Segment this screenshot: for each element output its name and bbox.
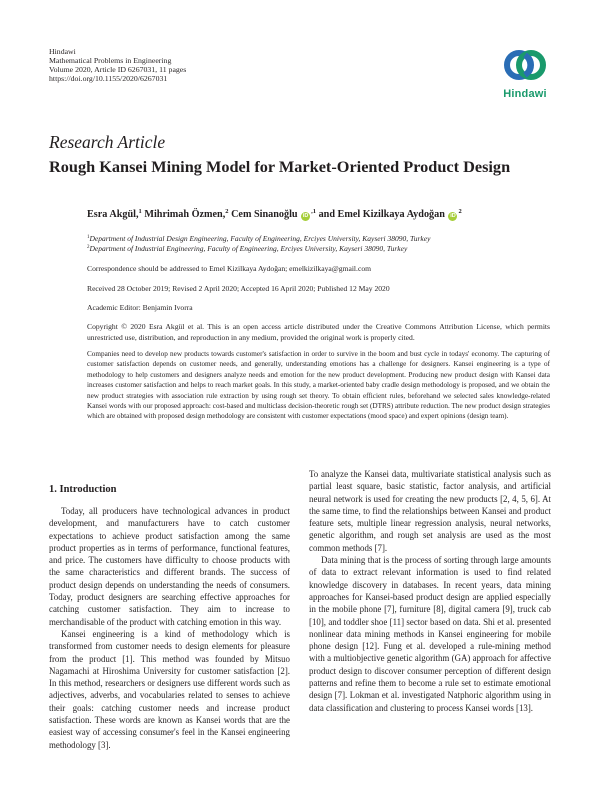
author-affiliation-mark: ,1 xyxy=(311,208,317,215)
academic-editor: Academic Editor: Benjamin Ivorra xyxy=(87,303,193,312)
affiliation-1 xyxy=(87,234,430,243)
right-column xyxy=(309,468,551,714)
affiliation-text: Department of Industrial Design Engineering, Faculty of Engineering, Erciyes University, Kayseri 38090, Turkey xyxy=(89,234,431,243)
hindawi-logo-icon xyxy=(495,45,555,87)
hindawi-logo xyxy=(495,45,555,105)
affiliation-2 xyxy=(87,244,407,253)
orcid-icon[interactable]: iD xyxy=(302,213,309,219)
abstract: Companies need to develop new products towards customer's satisfaction in order to survive in the boom and bust cycle in todays' economy. The capturing of customer satisfaction depends on customer needs, and generally, understanding emotions has a challenge for designers. Kansei engineering is a type of methodology to help customers and designers analyze needs and emotion for the new product development. Producing new product design with Kansei data increases customer satisfaction and helps to reach market goals. In this study, a market-oriented baby cradle design methodology is proposed, and we obtain the new product strategies with association rule extraction by using rough set theory. To obtain efficient rules, beforehand we selected sales knowledge-related Kansei words with our proposed approach: cost-based and multiclass decision-theoretic rough set (DTRS) attribute reduction. The new product design strategies which are obtained with proposed design methodology are consistent with customer expectations (mood space) and expert opinions (design team). xyxy=(87,350,550,421)
paragraph: Today, all producers have technological advances in product development, and manufacturers have to catch customer expectations to achieve product satisfaction among the same product properties as in terms of performance, functional features, and price. The customers have difficulty to choose products with the same characteristics and different brands. The success of product design depends on understanding the needs of consumers. Today, product designers are searching effective approaches for catching customer satisfaction. They aim to increase to merchandisable of the product with catching emotion in this way. xyxy=(49,506,290,627)
article-dates: Received 28 October 2019; Revised 2 April 2020; Accepted 16 April 2020; Published 12 May 2020 xyxy=(87,284,390,293)
author-affiliation-mark: 2 xyxy=(458,208,462,215)
volume-info: Volume 2020, Article ID 6267031, 11 pages xyxy=(49,65,187,74)
affiliation-text: Department of Industrial Engineering, Faculty of Engineering, Erciyes University, Kayseri 38090, Turkey xyxy=(89,244,408,253)
orcid-icon[interactable]: iD xyxy=(450,213,456,219)
doi-link[interactable]: https://doi.org/10.1155/2020/6267031 xyxy=(49,74,168,83)
logo-text: Hindawi xyxy=(503,88,547,100)
journal-meta xyxy=(49,47,186,83)
section-heading: 1. Introduction xyxy=(49,484,117,495)
affiliation-mark: 2 xyxy=(87,245,90,250)
article-type: Research Article xyxy=(49,132,166,152)
author-affiliation-mark: 1 xyxy=(138,208,142,215)
author-name[interactable]: Esra Akgül, xyxy=(87,209,139,220)
paragraph: Kansei engineering is a kind of methodology which is transformed from customer needs to design elements for pleasure from the product [1]. This method was founded by Mitsuo Nagamachi at Hiroshima University for customer satisfaction [2]. In this method, researchers or designers use different words such as adjectives, adverbs, and vocabularies related to senses to achieve their goals: catching customer needs and increase product satisfaction. These words are known as Kansei words that are the easiest way of accessing consumer's feel in the Kansei engineering methodology [3]. xyxy=(49,628,290,750)
author-affiliation-mark: 2 xyxy=(225,208,229,215)
journal-name: Hindawi xyxy=(49,47,76,56)
journal-full-name: Mathematical Problems in Engineering xyxy=(49,56,172,65)
correspondence: Correspondence should be addressed to Emel Kizilkaya Aydoğan; emelkizilkaya@gmail.com xyxy=(87,264,372,273)
author-name[interactable]: and Emel Kizilkaya Aydoğan xyxy=(318,209,445,220)
left-column xyxy=(49,505,290,751)
copyright-notice: Copyright © 2020 Esra Akgül et al. This is an open access article distributed under the Creative Commons Attribution License, which permits unrestricted use, distribution, and reproduction in any medium, provided the original work is properly cited. xyxy=(87,322,550,342)
affiliation-mark: 1 xyxy=(87,235,90,240)
author-name[interactable]: Mihrimah Özmen, xyxy=(144,209,226,220)
paragraph: To analyze the Kansei data, multivariate statistical analysis such as partial least square, basic statistic, factor analysis, and artificial neural network is used for creating the new products [2, 4, 5, 6]. At the same time, to find the relationships between Kansei and product feature sets, multiple linear regression analysis, neural networks, genetic algorithm, and rough set analysis are used as the most common methods [7]. xyxy=(309,469,551,553)
paragraph: Data mining that is the process of sorting through large amounts of data to extract relevant information is used to find related knowledge discovery in databases. In recent years, data mining approaches for Kansei-based product design are applied especially in the mobile phone [7], furniture [8], digital camera [9], truck cab [10], and toddler shoe [11] sector based on data. Shi et al. presented nonlinear data mining methods in Kansei engineering for mobile phone design [12]. Fung et al. developed a rule-mining method with a multiobjective genetic algorithm (GA) approach for affective product design to discover consumer perception of different design patterns and refine them to become a rule set to estimate emotional design [7]. Lokman et al. investigated Natphoric algorithm using in data classification and clustering to process Kansei words [13]. xyxy=(309,555,551,713)
article-title: Rough Kansei Mining Model for Market-Oriented Product Design xyxy=(49,157,511,176)
author-list xyxy=(87,208,462,221)
author-name[interactable]: Cem Sinanoğlu xyxy=(231,209,298,220)
